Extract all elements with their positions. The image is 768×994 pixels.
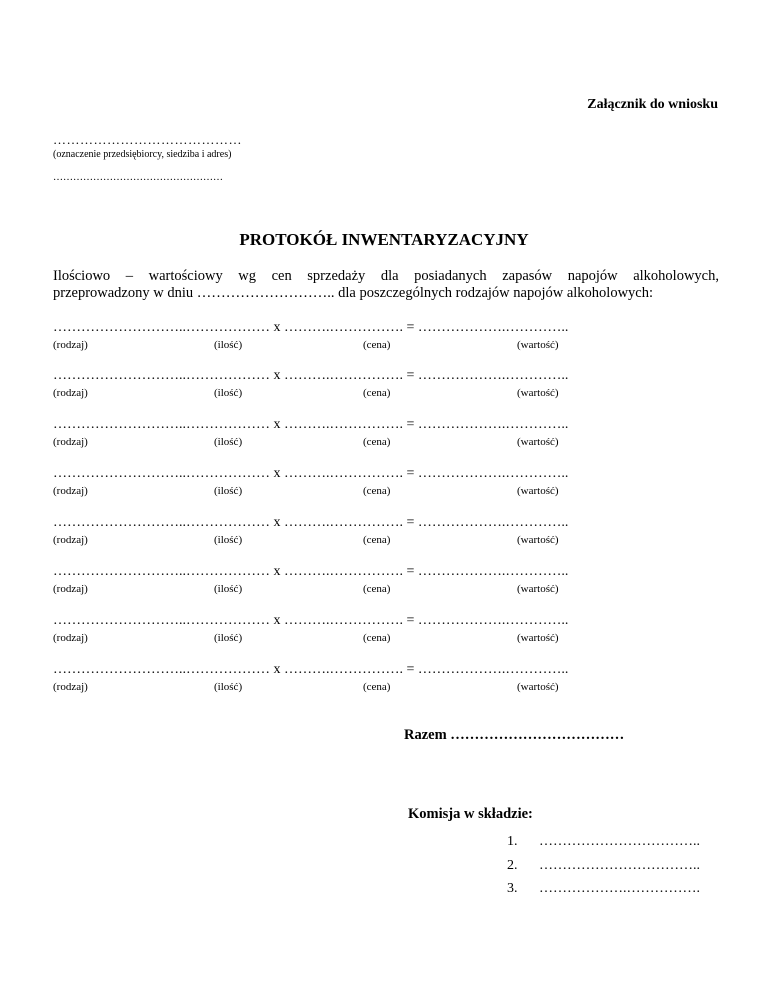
inventory-row <box>53 466 733 506</box>
annex-label: Załącznik do wniosku <box>587 97 718 112</box>
label-rodzaj: (rodzaj) <box>53 681 88 693</box>
committee-member <box>507 858 700 874</box>
label-rodzaj: (rodzaj) <box>53 485 88 497</box>
label-wartosc: (wartość) <box>517 436 559 448</box>
intro-paragraph <box>53 268 719 302</box>
label-wartosc: (wartość) <box>517 534 559 546</box>
label-cena: (cena) <box>363 534 391 546</box>
inventory-row <box>53 613 733 653</box>
label-rodzaj: (rodzaj) <box>53 436 88 448</box>
inventory-row-fill: ………………………..……………… x ……….……………. = ……………….………….. <box>53 564 569 579</box>
member-dots: …………………………….. <box>539 858 700 873</box>
inventory-row-fill: ………………………..……………… x ……….……………. = ……………….………….. <box>53 662 569 677</box>
label-wartosc: (wartość) <box>517 632 559 644</box>
label-ilosc: (ilość) <box>214 632 243 644</box>
document-title: PROTOKÓŁ INWENTARYZACYJNY <box>239 230 529 249</box>
label-ilosc: (ilość) <box>214 485 243 497</box>
committee-title: Komisja w składzie: <box>408 806 533 822</box>
label-wartosc: (wartość) <box>517 387 559 399</box>
label-ilosc: (ilość) <box>214 436 243 448</box>
label-wartosc: (wartość) <box>517 583 559 595</box>
member-dots: ……………….……………. <box>539 881 700 896</box>
label-cena: (cena) <box>363 339 391 351</box>
intro-line-1: Ilościowo – wartościowy wg cen sprzedaży dla posiadanych zapasów napojów alkoholowych, <box>53 268 719 284</box>
total-line: Razem ……………………………… <box>404 727 625 743</box>
label-ilosc: (ilość) <box>214 534 243 546</box>
label-cena: (cena) <box>363 632 391 644</box>
committee-member <box>507 834 700 850</box>
inventory-row-fill: ………………………..……………… x ……….……………. = ……………….………….. <box>53 613 569 628</box>
label-cena: (cena) <box>363 436 391 448</box>
inventory-row <box>53 564 733 604</box>
inventory-row-fill: ………………………..……………… x ……….……………. = ……………….………….. <box>53 515 569 530</box>
member-number: 2. <box>507 858 518 873</box>
inventory-row-fill: ………………………..……………… x ……….……………. = ……………….………….. <box>53 466 569 481</box>
inventory-row-fill: ………………………..……………… x ……….……………. = ……………….………….. <box>53 417 569 432</box>
label-rodzaj: (rodzaj) <box>53 534 88 546</box>
label-wartosc: (wartość) <box>517 339 559 351</box>
label-cena: (cena) <box>363 485 391 497</box>
entity-dots: …………………………………… <box>53 132 242 147</box>
inventory-row <box>53 515 733 555</box>
label-rodzaj: (rodzaj) <box>53 339 88 351</box>
label-cena: (cena) <box>363 681 391 693</box>
label-rodzaj: (rodzaj) <box>53 387 88 399</box>
inventory-row <box>53 417 733 457</box>
label-ilosc: (ilość) <box>214 583 243 595</box>
entity-caption: (oznaczenie przedsiębiorcy, siedziba i adres) <box>53 149 232 160</box>
label-cena: (cena) <box>363 387 391 399</box>
label-rodzaj: (rodzaj) <box>53 583 88 595</box>
committee-member <box>507 881 700 897</box>
label-wartosc: (wartość) <box>517 485 559 497</box>
second-dots: …………………………………………… <box>53 172 223 183</box>
label-wartosc: (wartość) <box>517 681 559 693</box>
inventory-row <box>53 662 733 702</box>
member-dots: …………………………….. <box>539 834 700 849</box>
label-cena: (cena) <box>363 583 391 595</box>
member-number: 1. <box>507 834 518 849</box>
intro-line-2: przeprowadzony w dniu ……………………….. dla poszczególnych rodzajów napojów alkoholowych: <box>53 285 654 301</box>
label-ilosc: (ilość) <box>214 681 243 693</box>
inventory-row-fill: ………………………..……………… x ……….……………. = ……………….………….. <box>53 320 569 335</box>
label-rodzaj: (rodzaj) <box>53 632 88 644</box>
label-ilosc: (ilość) <box>214 339 243 351</box>
member-number: 3. <box>507 881 518 896</box>
label-ilosc: (ilość) <box>214 387 243 399</box>
inventory-row <box>53 320 733 360</box>
inventory-row-fill: ………………………..……………… x ……….……………. = ……………….………….. <box>53 368 569 383</box>
inventory-row <box>53 368 733 408</box>
